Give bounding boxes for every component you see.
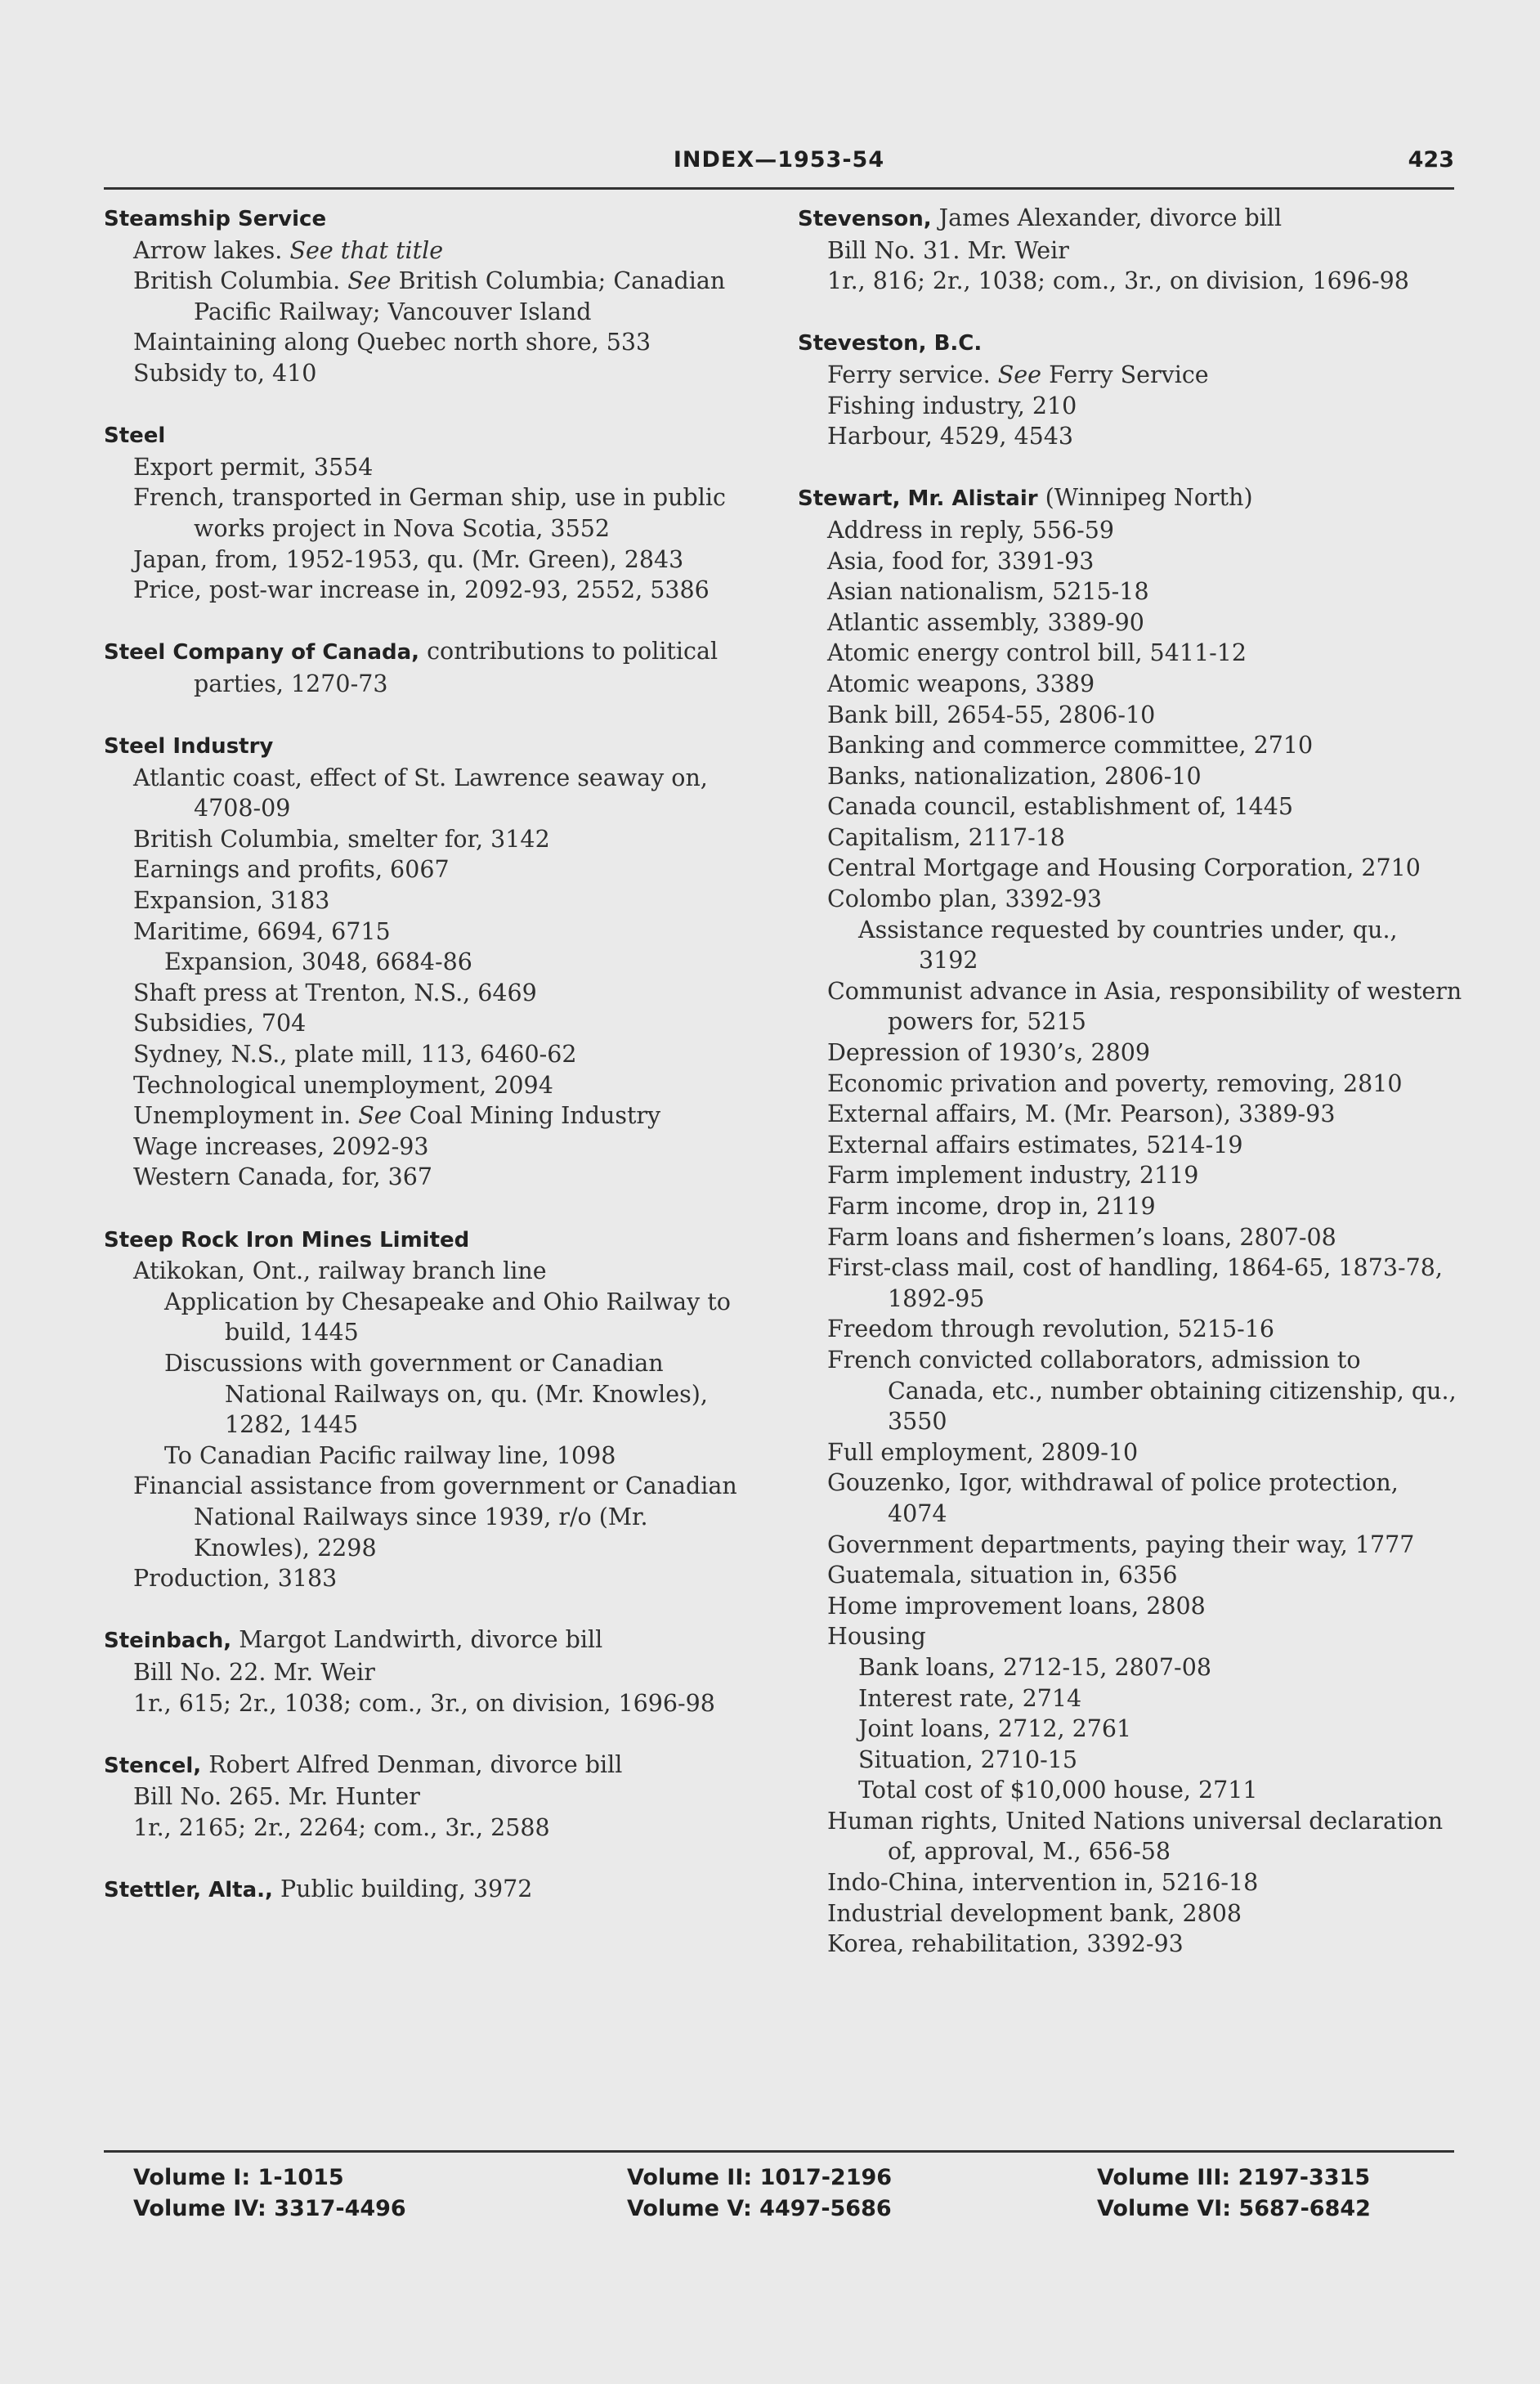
subentry-main: Atlantic coast, effect of St. Lawrence seaway on, 4708-09 [133,764,708,822]
subentry [798,700,1464,731]
subentry [798,1222,1464,1253]
subentry-main: Expansion, 3183 [133,887,330,915]
entry-heading [104,1750,770,1782]
subentry-text [858,1714,1464,1745]
entry-heading [104,1874,770,1907]
subentry-text [133,1132,770,1163]
subentry-text [133,1813,770,1844]
subentry-main: Total cost of $10,000 house, 2711 [858,1777,1258,1804]
subentry-text [827,669,1464,700]
subentry-text [827,976,1464,1037]
subentry-main: Human rights, United Nations universal declaration of, approval, M., 656-58 [827,1807,1444,1866]
subentry-text [133,763,770,824]
subentry-text [827,1560,1464,1591]
subentry-main: British Columbia, smelter for, 3142 [133,825,550,853]
cross-reference: See [347,267,392,295]
subentry-text [827,638,1464,669]
subentry [104,1813,770,1844]
subentry-text [133,978,770,1009]
page-number: 423 [1408,147,1454,173]
subentry-text [133,1256,770,1287]
subentry-main: Ferry service. [827,361,991,388]
subentry-text [164,947,770,978]
subentry-text [133,358,770,389]
subentry-text [827,266,1464,297]
subentry [104,452,770,483]
subentry-main: Atlantic assembly, 3389-90 [827,608,1144,636]
subentry [798,1069,1464,1100]
subentry [798,1560,1464,1591]
subentry [798,1037,1464,1069]
subentry-main: Situation, 2710-15 [858,1745,1078,1773]
subentry-text [133,916,770,948]
subentry-text [133,327,770,358]
subentry-main: Indo-China, intervention in, 5216-18 [827,1869,1259,1897]
subentry [798,1252,1464,1314]
subentry-text [827,515,1464,546]
subentry-main: Central Mortgage and Housing Corporation, 2710 [827,854,1421,882]
subentry-text [133,885,770,916]
subentry-main: Financial assistance from government or Canadian National Railways since 1939, r/o (Mr. Knowles), 2298 [133,1472,737,1562]
subentry [798,791,1464,822]
subentry-main: To Canadian Pacific railway line, 1098 [164,1441,616,1469]
subentry-text [133,482,770,544]
subentry-text [133,266,770,327]
subentry [104,978,770,1009]
entry-term: Stettler, Alta., [104,1878,273,1903]
subentry [798,1191,1464,1222]
subentry [104,1100,770,1132]
subentry [798,360,1464,391]
subentry-text [164,1441,770,1472]
subentry [798,266,1464,297]
subentry-text [133,1100,770,1132]
entry-heading [798,203,1464,235]
entry-term-detail: Robert Alfred Denman, divorce bill [208,1750,623,1778]
subentry-main: Asia, food for, 3391-93 [827,547,1095,575]
entry-term: Stevenson, [798,207,932,231]
subentry-main: Depression of 1930’s, 2809 [827,1039,1151,1067]
subentry-main: Farm implement industry, 2119 [827,1162,1199,1190]
subentry-main: Japan, from, 1952-1953, qu. (Mr. Green), 2843 [133,545,684,573]
subentry [104,1781,770,1813]
subentry [798,1468,1464,1529]
subentry-text [133,544,770,576]
subentry-main: Assistance requested by countries under, qu., 3192 [858,916,1398,975]
subentry [798,1745,1464,1776]
entry-heading [104,636,770,699]
index-entry [798,327,1464,451]
index-entry [104,203,770,389]
entry-term-detail: Margot Landwirth, divorce bill [239,1626,603,1654]
entry-term: Steel Company of Canada, [104,640,420,665]
subentry [104,1256,770,1287]
entry-term-detail: contributions to political parties, 1270-73 [194,638,719,697]
subentry-text [827,853,1464,884]
page-header [104,147,1454,185]
subentry-main: Arrow lakes. [133,236,283,264]
header-rule [104,187,1454,190]
subentry [104,1471,770,1563]
subentry-text [827,1345,1464,1437]
subentry-main: Fishing industry, 210 [827,392,1077,419]
subentry [798,1621,1464,1652]
subentry [798,853,1464,884]
entry-term: Steveston, B.C. [798,331,983,356]
subentry [798,576,1464,607]
subentry-text [827,1867,1464,1898]
subentry [798,761,1464,792]
subentry [798,1867,1464,1898]
subentry-text [827,1037,1464,1069]
subentry-text [827,1530,1464,1561]
subentry-text [133,1070,770,1101]
subentry [798,235,1464,267]
subentry-text [133,1471,770,1563]
subentry-text [827,391,1464,422]
entry-heading [104,730,770,763]
subentry [798,1898,1464,1929]
subentry-main: Home improvement loans, 2808 [827,1592,1206,1620]
subentry-text [858,1775,1464,1806]
subentry-main: Interest rate, 2714 [858,1684,1082,1712]
subentry [798,1314,1464,1345]
cross-reference-target: British Columbia; Canadian Pacific Railway; Vancouver Island [194,267,726,325]
cross-reference: See that title [289,236,444,264]
subentry [104,1688,770,1719]
volume-footer [104,2150,1454,2251]
subentry-text [827,360,1464,391]
subentry-main: Canada council, establishment of, 1445 [827,793,1294,821]
subentry [104,824,770,855]
subentry-text [133,235,770,267]
subentry [798,546,1464,577]
subentry-text [827,576,1464,607]
subentry-text [858,1745,1464,1776]
entry-term: Steamship Service [104,207,327,231]
subentry-main: French, transported in German ship, use in public works project in Nova Scotia, 3552 [133,484,726,542]
subentry [798,638,1464,669]
subentry [104,1348,770,1441]
index-column-left [104,203,770,2140]
subentry-main: 1r., 615; 2r., 1038; com., 3r., on division, 1696-98 [133,1689,715,1717]
entry-term: Stencel, [104,1753,202,1778]
subentry-text [827,884,1464,915]
index-entry [104,1874,770,1907]
subentry [104,575,770,606]
subentry-main: First-class mail, cost of handling, 1864-65, 1873-78, 1892-95 [827,1254,1443,1312]
subentry-text [133,575,770,606]
subentry-text [827,730,1464,761]
subentry-text [827,700,1464,731]
subentry-main: Bill No. 22. Mr. Weir [133,1658,375,1686]
subentry-text [827,1222,1464,1253]
entry-heading [104,419,770,452]
subentry-main: Joint loans, 2712, 2761 [858,1715,1132,1743]
subentry-text [858,1683,1464,1714]
cross-reference: See [997,361,1042,388]
subentry [104,235,770,267]
cross-reference: See [358,1102,402,1130]
index-entry [104,636,770,699]
subentry-text [858,915,1464,976]
subentry-text [827,1806,1464,1867]
subentry-text [133,824,770,855]
subentry-main: Price, post-war increase in, 2092-93, 2552, 5386 [133,576,710,604]
subentry-text [827,1099,1464,1130]
subentry-main: Atomic energy control bill, 5411-12 [827,639,1247,667]
entry-heading [798,482,1464,515]
subentry-main: Maritime, 6694, 6715 [133,917,391,945]
subentry [798,1437,1464,1468]
subentry [798,822,1464,854]
entry-term-detail: James Alexander, divorce bill [938,204,1283,231]
entry-term-detail: Public building, 3972 [280,1875,533,1903]
subentry-text [133,1008,770,1039]
subentry-text [827,1160,1464,1191]
subentry-text [827,1591,1464,1622]
subentry-text [827,1621,1464,1652]
subentry [798,915,1464,976]
subentry-main: Western Canada, for, 367 [133,1163,433,1191]
subentry [798,1929,1464,1960]
subentry-text [827,235,1464,267]
subentry [104,763,770,824]
subentry [798,1130,1464,1161]
subentry-main: Bill No. 31. Mr. Weir [827,236,1069,264]
entry-term: Steinbach, [104,1629,232,1654]
subentry-main: Shaft press at Trenton, N.S., 6469 [133,979,537,1006]
subentry [798,1652,1464,1683]
volume-range: Volume V: 4497-5686 [627,2196,892,2221]
subentry-text [827,1130,1464,1161]
subentry [798,1160,1464,1191]
subentry-main: Farm income, drop in, 2119 [827,1193,1156,1220]
subentry-main: 1r., 816; 2r., 1038; com., 3r., on division, 1696-98 [827,267,1409,295]
subentry-text [133,1688,770,1719]
subentry [104,854,770,885]
subentry-main: Guatemala, situation in, 6356 [827,1562,1178,1589]
subentry [798,607,1464,639]
subentry-main: Wage increases, 2092-93 [133,1132,429,1160]
subentry-text [827,1314,1464,1345]
subentry [798,1530,1464,1561]
subentry-main: Subsidies, 704 [133,1010,307,1037]
index-entry [104,1224,770,1594]
subentry-main: Harbour, 4529, 4543 [827,423,1074,450]
entry-term: Steel Industry [104,734,274,760]
subentry [798,515,1464,546]
entry-heading [798,327,1464,360]
subentry-text [827,1191,1464,1222]
entry-term: Steel [104,423,166,449]
subentry-main: Expansion, 3048, 6684-86 [164,948,472,976]
subentry-text [827,607,1464,639]
subentry-text [133,1657,770,1688]
subentry-text [827,1437,1464,1468]
subentry-main: Banking and commerce committee, 2710 [827,732,1314,760]
subentry-main: External affairs estimates, 5214-19 [827,1131,1243,1158]
subentry-main: Freedom through revolution, 5215-16 [827,1315,1275,1343]
index-entry [104,730,770,1193]
subentry-text [827,822,1464,854]
subentry-main: Colombo plan, 3392-93 [827,885,1102,913]
subentry-text [827,421,1464,452]
subentry-text [164,1287,770,1348]
subentry-main: Maintaining along Quebec north shore, 533 [133,329,651,356]
subentry [104,1563,770,1594]
subentry [104,544,770,576]
subentry-text [827,546,1464,577]
running-head: INDEX—1953-54 [673,147,885,173]
subentry-main: Bank bill, 2654-55, 2806-10 [827,701,1156,728]
volume-range: Volume II: 1017-2196 [627,2165,893,2190]
subentry-main: Application by Chesapeake and Ohio Railway to build, 1445 [164,1288,731,1347]
subentry-main: Housing [827,1623,926,1651]
subentry [798,884,1464,915]
subentry-main: Gouzenko, Igor, withdrawal of police protection, 4074 [827,1469,1399,1527]
entry-heading [104,1224,770,1257]
subentry [104,1008,770,1039]
subentry-main: Atikokan, Ont., railway branch line [133,1257,547,1285]
cross-reference-target: Coal Mining Industry [409,1102,661,1130]
subentry-main: Banks, nationalization, 2806-10 [827,762,1202,790]
subentry-main: Industrial development bank, 2808 [827,1899,1242,1927]
subentry [104,1132,770,1163]
index-entry [104,419,770,606]
subentry-main: 1r., 2165; 2r., 2264; com., 3r., 2588 [133,1813,550,1841]
entry-term: Stewart, Mr. Alistair [798,486,1038,512]
subentry-text [827,1252,1464,1314]
subentry-main: Full employment, 2809-10 [827,1438,1139,1466]
subentry [104,947,770,978]
subentry-text [164,1348,770,1441]
cross-reference-target: Ferry Service [1049,361,1209,388]
volume-range: Volume I: 1-1015 [133,2165,344,2190]
index-entry [798,482,1464,1960]
subentry-text [827,761,1464,792]
index-entry [104,1624,770,1719]
subentry [798,391,1464,422]
subentry [798,1683,1464,1714]
subentry [104,916,770,948]
subentry-text [827,1929,1464,1960]
index-column-right [798,203,1464,2140]
subentry-main: British Columbia. [133,267,341,295]
subentry-text [133,1039,770,1070]
entry-heading [104,1624,770,1657]
subentry-text [827,1069,1464,1100]
volume-range: Volume IV: 3317-4496 [133,2196,406,2221]
subentry [798,1099,1464,1130]
subentry [104,1441,770,1472]
subentry [104,885,770,916]
subentry [104,1070,770,1101]
subentry [798,421,1464,452]
subentry-main: Earnings and profits, 6067 [133,856,450,884]
subentry-main: French convicted collaborators, admission to Canada, etc., number obtaining citizenship, qu., 3550 [827,1346,1457,1436]
volume-range: Volume VI: 5687-6842 [1097,2196,1371,2221]
subentry-text [827,1898,1464,1929]
subentry [104,266,770,327]
subentry [798,1775,1464,1806]
subentry-main: Subsidy to, 410 [133,359,317,387]
subentry-main: Atomic weapons, 3389 [827,670,1095,697]
subentry-text [133,1781,770,1813]
subentry [104,1287,770,1348]
subentry [104,327,770,358]
subentry-main: Bank loans, 2712-15, 2807-08 [858,1653,1211,1681]
subentry [104,482,770,544]
subentry [798,1714,1464,1745]
subentry-text [133,1563,770,1594]
entry-term: Steep Rock Iron Mines Limited [104,1227,470,1252]
subentry [798,669,1464,700]
subentry-main: Economic privation and poverty, removing, 2810 [827,1069,1403,1097]
subentry-main: Capitalism, 2117-18 [827,823,1066,851]
subentry-main: Export permit, 3554 [133,453,374,481]
subentry-main: Sydney, N.S., plate mill, 113, 6460-62 [133,1041,577,1069]
subentry-main: Asian nationalism, 5215-18 [827,578,1149,606]
subentry-main: Production, 3183 [133,1565,338,1593]
subentry-main: Address in reply, 556-59 [827,516,1114,544]
subentry-main: Discussions with government or Canadian National Railways on, qu. (Mr. Knowles), 1282, 1445 [164,1349,708,1439]
subentry-main: Korea, rehabilitation, 3392-93 [827,1930,1184,1958]
subentry-text [827,1468,1464,1529]
subentry-text [827,791,1464,822]
subentry-text [133,1162,770,1193]
subentry-main: Bill No. 265. Mr. Hunter [133,1783,420,1811]
subentry-main: External affairs, M. (Mr. Pearson), 3389-93 [827,1100,1336,1128]
entry-term-detail: (Winnipeg North) [1045,484,1253,512]
subentry [104,1657,770,1688]
subentry-main: Government departments, paying their way, 1777 [827,1530,1415,1558]
volume-range: Volume III: 2197-3315 [1097,2165,1371,2190]
subentry-main: Unemployment in. [133,1102,351,1130]
subentry-text [133,854,770,885]
subentry [798,976,1464,1037]
subentry-text [858,1652,1464,1683]
subentry [798,1345,1464,1437]
index-entry [798,203,1464,297]
subentry [798,730,1464,761]
subentry [798,1591,1464,1622]
subentry-text [133,452,770,483]
subentry-main: Farm loans and fishermen’s loans, 2807-08 [827,1223,1336,1251]
subentry [104,358,770,389]
entry-heading [104,203,770,235]
subentry-main: Technological unemployment, 2094 [133,1071,553,1099]
subentry [104,1162,770,1193]
subentry-main: Communist advance in Asia, responsibility of western powers for, 5215 [827,977,1462,1036]
subentry [104,1039,770,1070]
subentry [798,1806,1464,1867]
index-entry [104,1750,770,1844]
